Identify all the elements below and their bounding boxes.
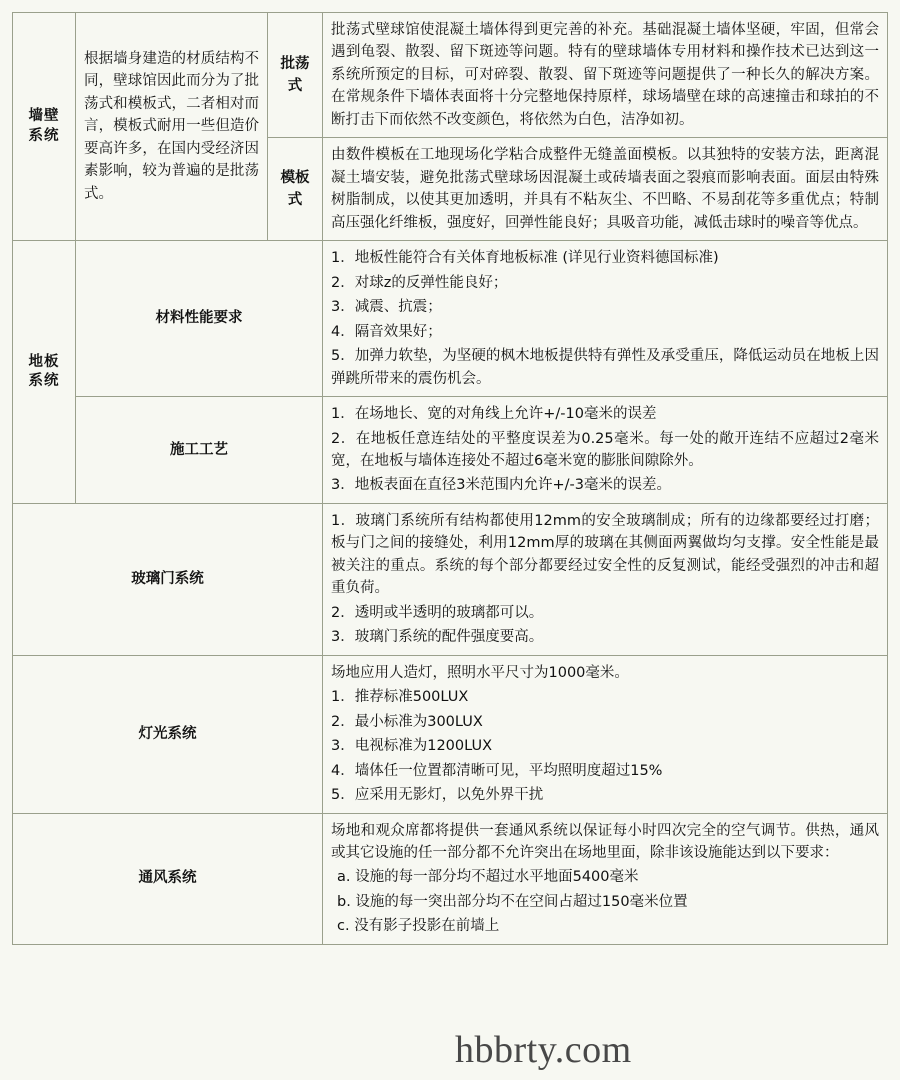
floor-construction-requirements [323,397,888,504]
category-cell-wall [13,13,76,241]
table-row [13,503,888,655]
floor-material-requirements [323,241,888,397]
paragraph: 场地应用人造灯，照明水平尺寸为1000毫米。 [331,664,629,681]
paragraph: b. 设施的每一突出部分均不在空间占超过150毫米位置 [337,893,688,910]
wall-muban-description [323,138,888,241]
paragraph: 场地和观众席都将提供一套通风系统以保证每小时四次完全的空气调节。供热，通风或其它设施的任一部分都不允许突出在场地里面，除非该设施能达到以下要求： [331,822,879,861]
table-row [13,813,888,944]
spec-sheet [12,12,888,945]
floor-material-title: 材料性能要求 [76,241,323,397]
paragraph: c. 没有影子投影在前墙上 [337,918,500,935]
glass-door-title: 玻璃门系统 [13,503,323,655]
table-row [13,397,888,504]
paragraph: 2．最小标准为300LUX [331,713,483,730]
ventilation-title: 通风系统 [13,813,323,944]
paragraph: 批荡式壁球馆使混凝土墙体得到更完善的补充。基础混凝土墙体坚硬，牢固，但常会遇到龟裂、散裂、留下斑迹等问题。特有的壁球墙体专用材料和操作技术已达到这一系统所预定的目标，可对碎裂、散裂、留下斑迹等问题提供了一种长久的解决方案。在常规条件下墙体表面将十分完整地保持原样，球场墙壁在球的高速撞击和球拍的不断打击下而依然不改变颜色，将依然为白色，洁净如初。 [331,22,879,128]
wall-type-name-pidang: 批荡式 [268,13,323,138]
paragraph: 5．加弹力软垫，为坚硬的枫木地板提供特有弹性及承受重压，降低运动员在地板上因弹跳所带来的震伤机会。 [331,348,879,387]
table-row [13,655,888,813]
paragraph: 1．地板性能符合有关体育地板标准 (详见行业资料德国标准) [331,250,719,267]
paragraph: 5．应采用无影灯，以免外界干扰 [331,787,544,804]
table-row [13,13,888,138]
glass-door-requirements [323,503,888,655]
paragraph: 2．在地板任意连结处的平整度误差为0.25毫米。每一处的敞开连结不应超过2毫米宽，在地板与墙体连接处不超过6毫米宽的膨胀间隙除外。 [331,430,879,469]
paragraph: 2．透明或半透明的玻璃都可以。 [331,604,544,621]
paragraph: 4．隔音效果好； [331,323,442,340]
table-row [13,241,888,397]
category-label: 墙壁 系统 [28,108,60,144]
wall-type-name-muban: 模板式 [268,138,323,241]
wall-intro-text: 根据墙身建造的材质结构不同，壁球馆因此而分为了批荡式和模板式，二者相对而言，模板式耐用一些但造价要高许多，在国内受经济因素影响，较为普遍的是批荡式。 [84,50,259,202]
paragraph: a. 设施的每一部分均不超过水平地面5400毫米 [337,869,639,886]
paragraph: 3．电视标准为1200LUX [331,738,493,755]
paragraph: 4．墙体任一位置都清晰可见，平均照明度超过15% [331,762,663,779]
paragraph: 1．在场地长、宽的对角线上允许+/-10毫米的误差 [331,406,657,423]
specification-table [12,12,888,945]
paragraph: 2．对球z的反弹性能良好； [331,274,508,291]
wall-intro-cell [76,13,268,241]
floor-construction-title: 施工工艺 [76,397,323,504]
paragraph: 1．推荐标准500LUX [331,689,469,706]
paragraph: 3．玻璃门系统的配件强度要高。 [331,629,544,646]
ventilation-requirements [323,813,888,944]
paragraph: 1．玻璃门系统所有结构都使用12mm的安全玻璃制成；所有的边缘都要经过打磨；板与门之间的接缝处，利用12mm厚的玻璃在其侧面两翼做均匀支撑。安全性能是最被关注的重点。系统的每个部分都要经过安全性的反复测试，能经受强烈的冲击和超重负荷。 [331,512,879,597]
paragraph: 由数件模板在工地现场化学粘合成整件无缝盖面模板。以其独特的安装方法，距离混凝土墙安装，避免批荡式壁球场因混凝土或砖墙表面之裂痕而影响表面。面层由特殊树脂制成，以使其更加透明，并具有不粘灰尘、不凹略、不易刮花等多重优点；特制高压强化纤维板，强度好，回弹性能良好；具吸音功能，减低击球时的噪音等优点。 [331,147,879,231]
lighting-title: 灯光系统 [13,655,323,813]
paragraph: 3．地板表面在直径3米范围内允许+/-3毫米的误差。 [331,477,671,494]
paragraph: 3．减震、抗震； [331,299,442,316]
watermark: hbbrty.com [455,1029,632,1071]
category-label: 地板 系统 [28,353,60,390]
lighting-requirements [323,655,888,813]
category-cell-floor [13,241,76,504]
wall-pidang-description [323,13,888,138]
